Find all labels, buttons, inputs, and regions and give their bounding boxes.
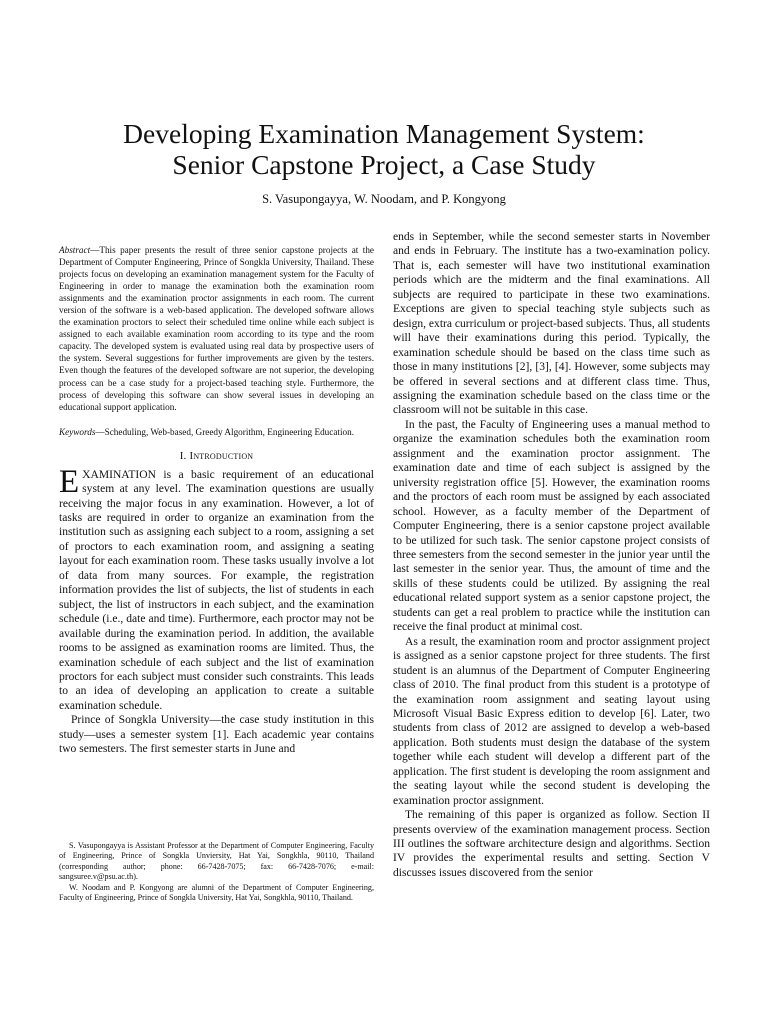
section-heading-introduction: I. Introduction xyxy=(179,449,254,462)
footnote-corresponding-author: S. Vasupongayya is Assistant Professor at the Department of Computer Engineering, Faculty of Engineering, Prince of Songkla Unviersity, Hat Yai, Songkhla, 90110, Thailand (corresponding author; phone: 66-7428-7075; fax: 66-7428-7076; e-mail: sangsuree.v@psu.ac.th). xyxy=(59,841,374,881)
right-paragraph-4: The remaining of this paper is organized as follow. Section II presents overview of the examination management process. Section III outlines the software architecture design and algorithms. Section IV provides the experimental results and setting. Section V discusses issues discovered from the senior xyxy=(393,809,710,879)
intro-paragraph-2: Prince of Songkla University—the case study institution in this study—uses a semester system [1]. Each academic year contains two semesters. The first semester starts in June and xyxy=(59,714,374,756)
title-line-2: Senior Capstone Project, a Case Study xyxy=(172,149,596,180)
abstract-label: Abstract xyxy=(59,245,91,255)
right-paragraph-2: In the past, the Faculty of Engineering uses a manual method to organize the examination schedules both the examination room assignment and the examination proctor assignment. The examination date and time of each subject is assigned by the university registration office [5]. However, the examination rooms and the proctors of each room must be assigned by each associated school. However, as a faculty member of the Department of Computer Engineering, there is a senior capstone project available to be utilized for such task. The senior capstone project consists of three semesters from the second semester in the junior year until the last semester in the senior year. Thus, the amount of time and the skills of these students could be utilized. By assigning the real educational related support system as a senior capstone project, the students can get a real problem to practice while the institution can receive the final product at minimal cost. xyxy=(393,418,710,634)
footnote-coauthors: W. Noodam and P. Kongyong are alumni of the Department of Computer Engineering, Faculty of Engineering, Prince of Songkla University, Hat Yai, Songkhla, 90110, Thailand. xyxy=(59,883,374,903)
left-column xyxy=(59,244,374,757)
paper-title xyxy=(40,118,728,180)
footnotes xyxy=(59,841,374,905)
intro-paragraph-1 xyxy=(59,463,374,714)
title-line-1: Developing Examination Management System: xyxy=(123,118,645,149)
right-column xyxy=(393,230,710,880)
right-paragraph-3: As a result, the examination room and proctor assignment project is assigned as a senior capstone project for three students. The first student is an alumnus of the Department of Computer Engineering class of 2010. The final product from this student is a prototype of the examination room assignment and seating layout using Microsoft Visual Basic Express edition to develop [6]. Later, two students from class of 2012 are assigned to develop a web-based application. Both students must design the database of the system together while each student will develop a different part of the application. The first student is developing the room assignment and the seating layout while the second student is developing the examination proctor assignment. xyxy=(393,635,710,807)
intro-paragraph-1-text: XAMINATION is a basic requirement of an educational system at any level. The examination questions are usually receiving the major focus in any examination. However, a lot of tasks are required in order to organize an examination from the institution such as assigning each subject to a room, assigning a set of proctors to each examination room, and assigning a seating layout for each examination room. These tasks usually involve a lot of data from many sources. For example, the registration information provides the list of subjects, the list of students in each subject, the list of instructors in each subject, and the examination schedule (i.e., date and time). Furthermore, each proctor may not be available during the examination period. In addition, the available rooms to be assigned as examination rooms are limited. Thus, the examination schedule of each subject and the list of examination proctors for each subject must consider such constraints. This leads to an idea of developing an application to create a suitable examination schedule. xyxy=(59,468,374,712)
drop-cap: E xyxy=(59,463,80,500)
keywords-label: Keywords xyxy=(59,426,96,437)
abstract xyxy=(59,244,374,413)
keywords xyxy=(59,426,374,438)
right-paragraph-1: ends in September, while the second semester starts in November and ends in February. The institute has a two-examination policy. That is, each semester will have two institutional examination periods which are the midterm and the final examinations. All subjects are required to participate in these two examinations. Exceptions are given to special teaching style subjects such as design, extra curriculum or project-based subjects. Thus, all students will have their examinations during this period. Typically, the examination schedule should be based on the class time such as those in many institutions [2], [3], [4]. However, some subjects may be offered in several sections and at different class time. Thus, assigning the examination schedule based on the class time or the classroom will not be suitable in this case. xyxy=(393,231,710,417)
keywords-text: —Scheduling, Web-based, Greedy Algorithm, Engineering Education. xyxy=(95,426,354,437)
author-list: S. Vasupongayya, W. Noodam, and P. Kongyong xyxy=(262,192,506,206)
abstract-text: —This paper presents the result of three senior capstone projects at the Department of Computer Engineering, Prince of Songkla University, Thailand. These projects focus on developing an examination management system for the Faculty of Engineering in order to manage the examination both the examination room assignments and the examination proctor assignments in each room. The current version of the software is a web-based application. The developed software allows the examination proctors to select their scheduled time online while each subject is assigned to each available examination room according to its type and the room capacity. The developed system is evaluated using real data by prospective users of the system. Several suggestions for further improvements are given by the testers. Even though the features of the developed software are not superior, the developing process can be a case study for a project-based teaching style. Furthermore, the process of developing this software can show several issues in developing an educational support application. xyxy=(59,245,374,412)
